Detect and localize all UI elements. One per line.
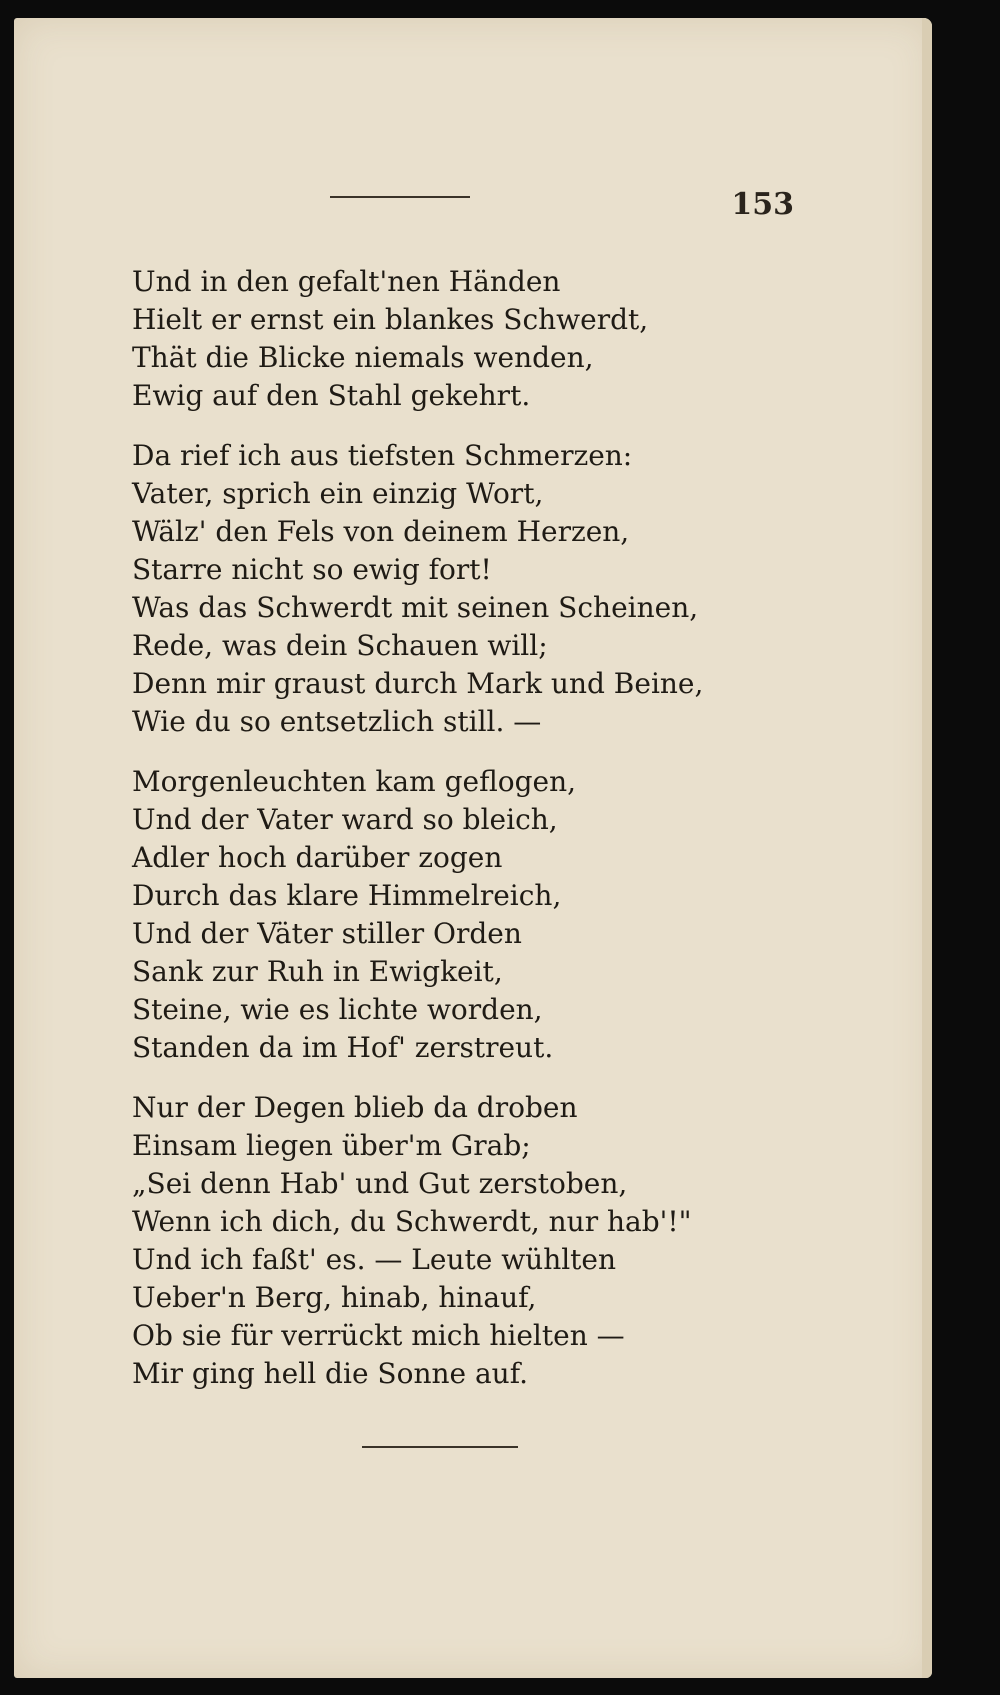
poem-line: Rede, was dein Schauen will; [132,629,548,662]
poem-line: Da rief ich aus tiefsten Schmerzen: [132,439,633,472]
poem-line: Adler hoch darüber zogen [132,841,503,874]
stanza-3 [132,763,852,1067]
header-rule [330,196,470,198]
poem-line: Starre nicht so ewig fort! [132,553,492,586]
poem-line: Standen da im Hof' zerstreut. [132,1031,554,1064]
poem-line: Denn mir graust durch Mark und Beine, [132,667,704,700]
stanza-2 [132,437,852,741]
book-page [14,18,932,1678]
poem-line: Und ich faßt' es. — Leute wühlten [132,1243,617,1276]
poem-line: „Sei denn Hab' und Gut zerstoben, [132,1167,628,1200]
poem-line: Wenn ich dich, du Schwerdt, nur hab'!" [132,1205,692,1238]
page-edge [922,18,932,1678]
poem-line: Und der Väter stiller Orden [132,917,522,950]
poem-line: Sank zur Ruh in Ewigkeit, [132,955,503,988]
poem-text [132,263,852,1415]
poem-line: Ob sie für verrückt mich hielten — [132,1319,625,1352]
poem-line: Durch das klare Himmelreich, [132,879,562,912]
poem-line: Was das Schwerdt mit seinen Scheinen, [132,591,699,624]
poem-line: Und in den gefalt'nen Händen [132,265,561,298]
poem-line: Ewig auf den Stahl gekehrt. [132,379,531,412]
footer-rule [362,1446,518,1448]
poem-line: Ueber'n Berg, hinab, hinauf, [132,1281,537,1314]
poem-line: Hielt er ernst ein blankes Schwerdt, [132,303,649,336]
poem-line: Morgenleuchten kam geflogen, [132,765,577,798]
poem-line: Einsam liegen über'm Grab; [132,1129,531,1162]
poem-line: Vater, sprich ein einzig Wort, [132,477,544,510]
stanza-1 [132,263,852,415]
poem-line: Nur der Degen blieb da droben [132,1091,578,1124]
page-number: 153 [731,187,794,222]
poem-line: Steine, wie es lichte worden, [132,993,543,1026]
poem-line: Wälz' den Fels von deinem Herzen, [132,515,630,548]
stanza-4 [132,1089,852,1393]
poem-line: Und der Vater ward so bleich, [132,803,558,836]
poem-line: Wie du so entsetzlich still. — [132,705,542,738]
poem-line: Mir ging hell die Sonne auf. [132,1357,528,1390]
poem-line: Thät die Blicke niemals wenden, [132,341,594,374]
